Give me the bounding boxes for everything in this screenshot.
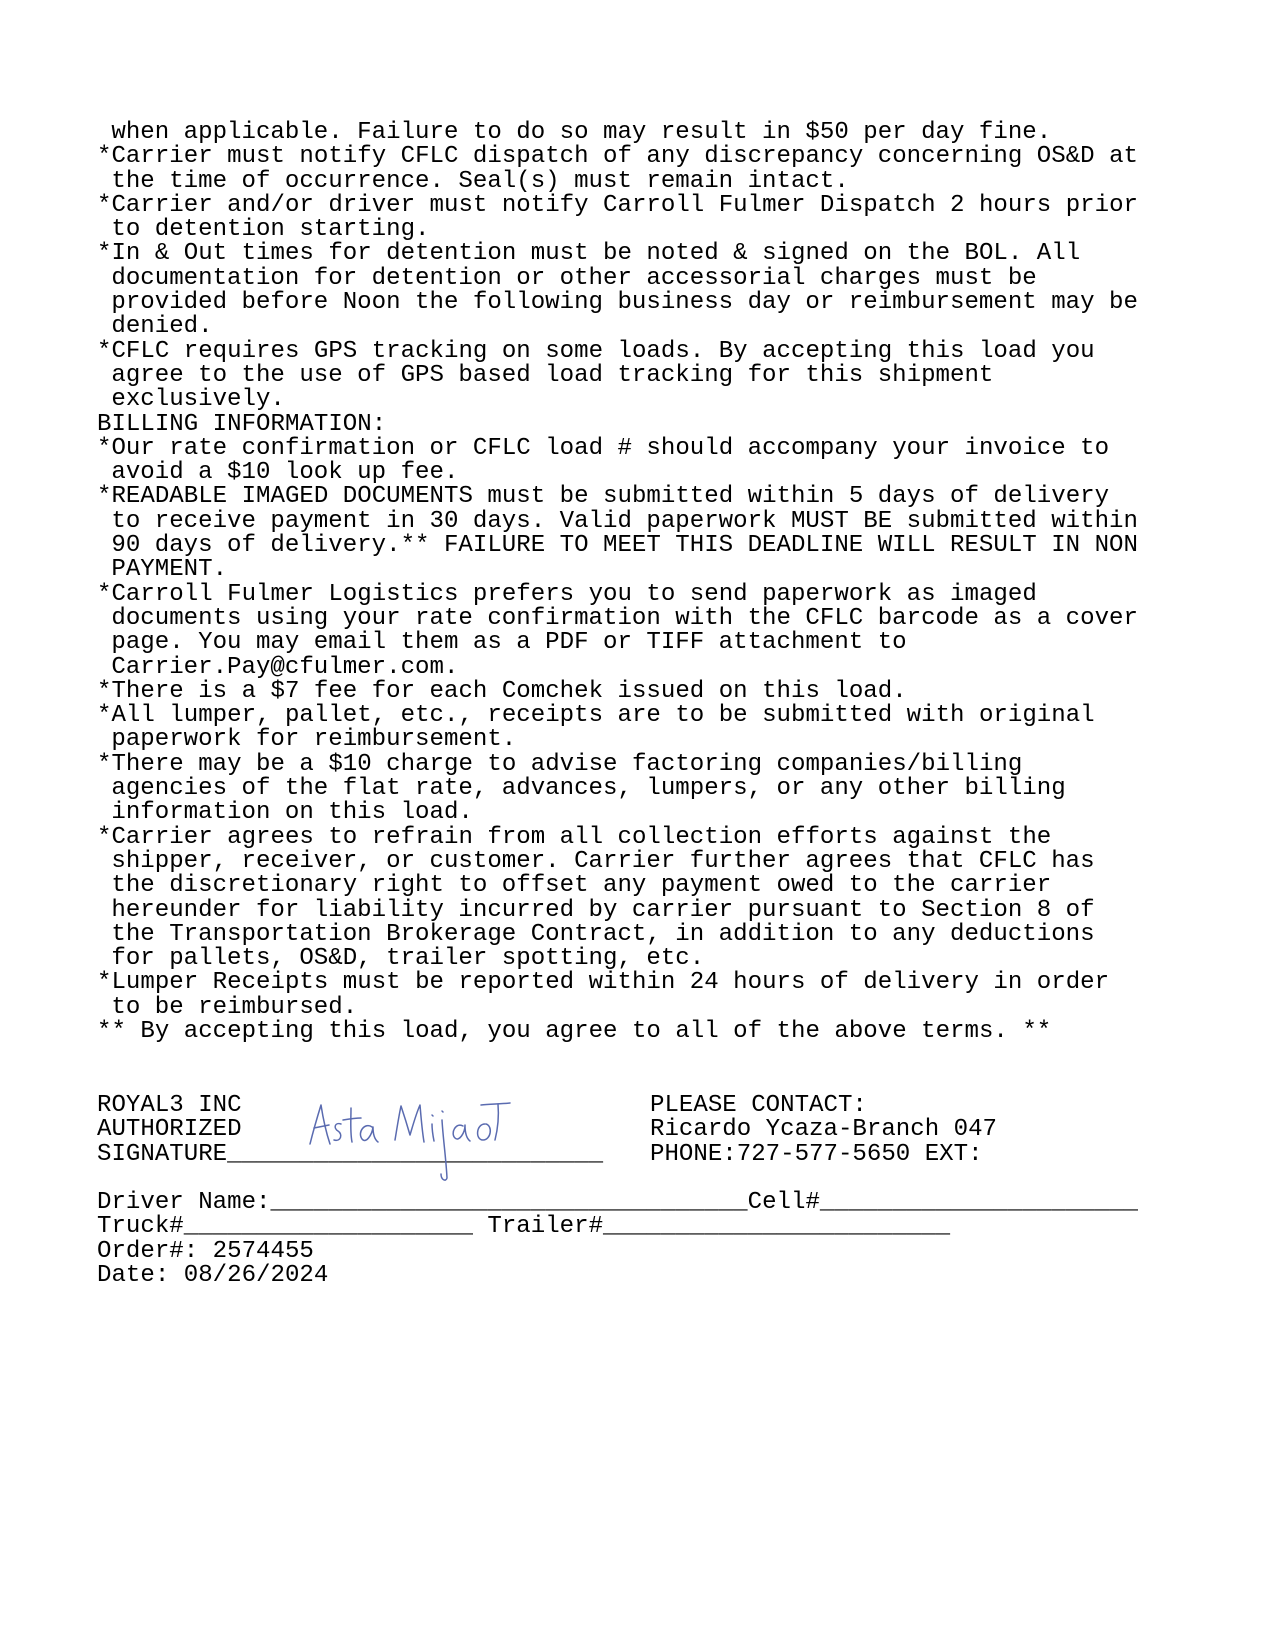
terms-line: PAYMENT. [111,556,228,584]
terms-line: *All lumper, pallet, etc., receipts are to be submitted with original [97,702,1095,730]
terms-line: shipper, receiver, or customer. Carrier further agrees that CFLC has [111,847,1095,875]
driver-name-cell-line: Driver Name:_________________________________Cell#______________________ [97,1189,1139,1216]
terms-line: *Carrier agrees to refrain from all collection efforts against the [97,823,1052,851]
carrier-company-name: ROYAL3 INC [97,1092,242,1119]
signature-line: SIGNATURE__________________________ [97,1140,604,1168]
terms-line: to receive payment in 30 days. Valid paperwork MUST BE submitted within [111,507,1138,535]
terms-line: paperwork for reimbursement. [111,726,517,754]
contact-heading: PLEASE CONTACT: [650,1092,867,1119]
terms-line: exclusively. [111,386,285,414]
terms-line: avoid a $10 look up fee. [111,459,459,487]
terms-line: 90 days of delivery.** FAILURE TO MEET THIS DEADLINE WILL RESULT IN NON [111,532,1138,560]
terms-line: the time of occurrence. Seal(s) must remain intact. [111,167,849,195]
terms-line: documentation for detention or other accessorial charges must be [111,264,1037,292]
driver-info-block [97,1191,1217,1288]
terms-line: documents using your rate confirmation with the CFLC barcode as a cover [111,604,1138,632]
contact-name: Ricardo Ycaza-Branch 047 [650,1116,998,1144]
terms-line: *There is a $7 fee for each Comchek issued on this load. [97,677,907,705]
terms-line: page. You may email them as a PDF or TIFF attachment to [111,629,907,657]
terms-line: *Carrier must notify CFLC dispatch of any discrepancy concerning OS&D at [97,143,1139,171]
terms-line: for pallets, OS&D, trailer spotting, etc. [111,945,705,973]
truck-trailer-line: Truck#____________________ Trailer#________________________ [97,1213,951,1241]
terms-line: to detention starting. [111,216,430,244]
order-number: Order#: 2574455 [97,1237,314,1265]
terms-line: agencies of the flat rate, advances, lumpers, or any other billing [111,775,1066,803]
terms-line: *Lumper Receipts must be reported within 24 hours of delivery in order [97,969,1110,997]
terms-line: denied. [111,313,213,341]
terms-line: provided before Noon the following business day or reimbursement may be [111,289,1138,317]
terms-line: BILLING INFORMATION: [97,410,387,438]
terms-line: ** By accepting this load, you agree to all of the above terms. ** [97,1017,1052,1045]
terms-line: *There may be a $10 charge to advise factoring companies/billing [97,750,1023,778]
terms-line: agree to the use of GPS based load tracking for this shipment [111,361,994,389]
terms-line: *Carroll Fulmer Logistics prefers you to send paperwork as imaged [97,580,1037,608]
terms-line: when applicable. Failure to do so may result in $50 per day fine. [111,119,1052,146]
contact-phone: PHONE:727-577-5650 EXT: [650,1140,983,1168]
terms-line: *CFLC requires GPS tracking on some loads. By accepting this load you [97,337,1095,365]
terms-line: the discretionary right to offset any payment owed to the carrier [111,872,1052,900]
contact-block [650,1094,1210,1167]
terms-line: Carrier.Pay@cfulmer.com. [111,653,459,681]
terms-line: *In & Out times for detention must be noted & signed on the BOL. All [97,240,1081,268]
terms-line: *Carrier and/or driver must notify Carroll Fulmer Dispatch 2 hours prior [97,191,1139,219]
authorized-label: AUTHORIZED [97,1116,242,1144]
terms-line: *Our rate confirmation or CFLC load # should accompany your invoice to [97,434,1110,462]
terms-line: the Transportation Brokerage Contract, in addition to any deductions [111,920,1095,948]
terms-line: hereunder for liability incurred by carrier pursuant to Section 8 of [111,896,1095,924]
terms-line: to be reimbursed. [111,993,358,1021]
terms-section [97,121,1217,1044]
order-date: Date: 08/26/2024 [97,1261,329,1289]
terms-line: *READABLE IMAGED DOCUMENTS must be submitted within 5 days of delivery [97,483,1110,511]
terms-line: information on this load. [111,799,473,827]
handwritten-signature [305,1100,520,1186]
